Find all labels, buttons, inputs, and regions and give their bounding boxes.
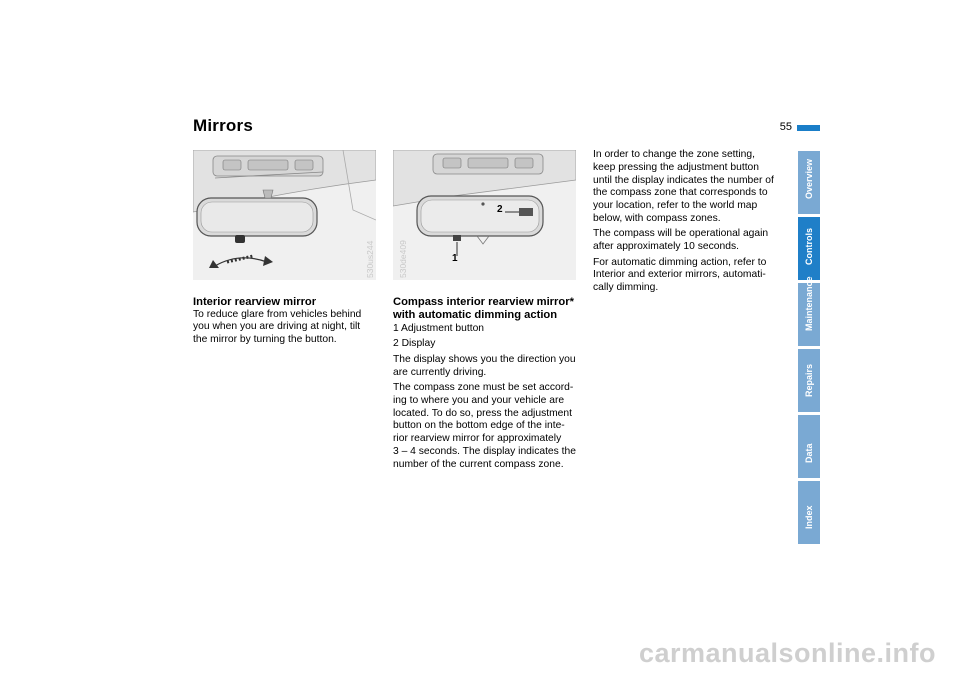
figure-code: 530de409 (398, 240, 408, 278)
tab-index[interactable]: Index (798, 481, 820, 544)
tab-controls[interactable]: Controls (798, 217, 820, 280)
callout-display: 2 (497, 204, 503, 215)
paragraph: The compass will be operational again after approximately 10 seconds. (593, 228, 769, 253)
tab-overview[interactable]: Overview (798, 151, 820, 214)
page-number-accent-bar (797, 125, 820, 131)
tab-repairs[interactable]: Repairs (798, 349, 820, 412)
watermark: carmanualsonline.info (638, 638, 936, 668)
tab-data[interactable]: Data (798, 415, 820, 478)
page-title: Mirrors (193, 116, 253, 135)
paragraph: The display shows you the direction you are currently driving. (393, 353, 576, 378)
interior-mirror-illustration (193, 150, 376, 280)
paragraph: To reduce glare from vehicles behind you when you are driving at night, tilt the mirror by turning the button. (193, 308, 362, 346)
paragraph: For automatic dimming action, refer to Interior and exterior mirrors, automati- cally dimming. (593, 256, 767, 294)
page-number: 55 (779, 121, 792, 133)
section-heading: Compass interior rearview mirror* with automatic dimming action (393, 296, 574, 321)
tab-maintenance[interactable]: Maintenance (798, 283, 820, 346)
list-item-display: 2 Display (393, 338, 436, 350)
figure-interior-mirror (193, 150, 376, 280)
compass-mirror-illustration (393, 150, 576, 280)
section-heading: Interior rearview mirror (193, 296, 317, 308)
section-interior-rearview-mirror (193, 296, 383, 349)
paragraph: The compass zone must be set accord- ing to where you and your vehicle are located. To do so, press the adjustment button on the bottom edge of the inte- rior rearview mirror for approximately 3 – 4 seconds. The display indicates the number of the current compass zone. (393, 381, 576, 470)
figure-code: 530us244 (365, 240, 375, 278)
section-compass-mirror (393, 296, 591, 474)
paragraph: In order to change the zone setting, keep pressing the adjustment button until the display indicates the number of the compass zone that corresponds to your location, refer to the world map below, with compass zones. (593, 149, 774, 224)
callout-adjustment-button: 1 (452, 253, 458, 264)
section-zone-setting (593, 149, 788, 298)
list-item-adjustment-button: 1 Adjustment button (393, 323, 485, 334)
figure-compass-mirror (393, 150, 576, 280)
